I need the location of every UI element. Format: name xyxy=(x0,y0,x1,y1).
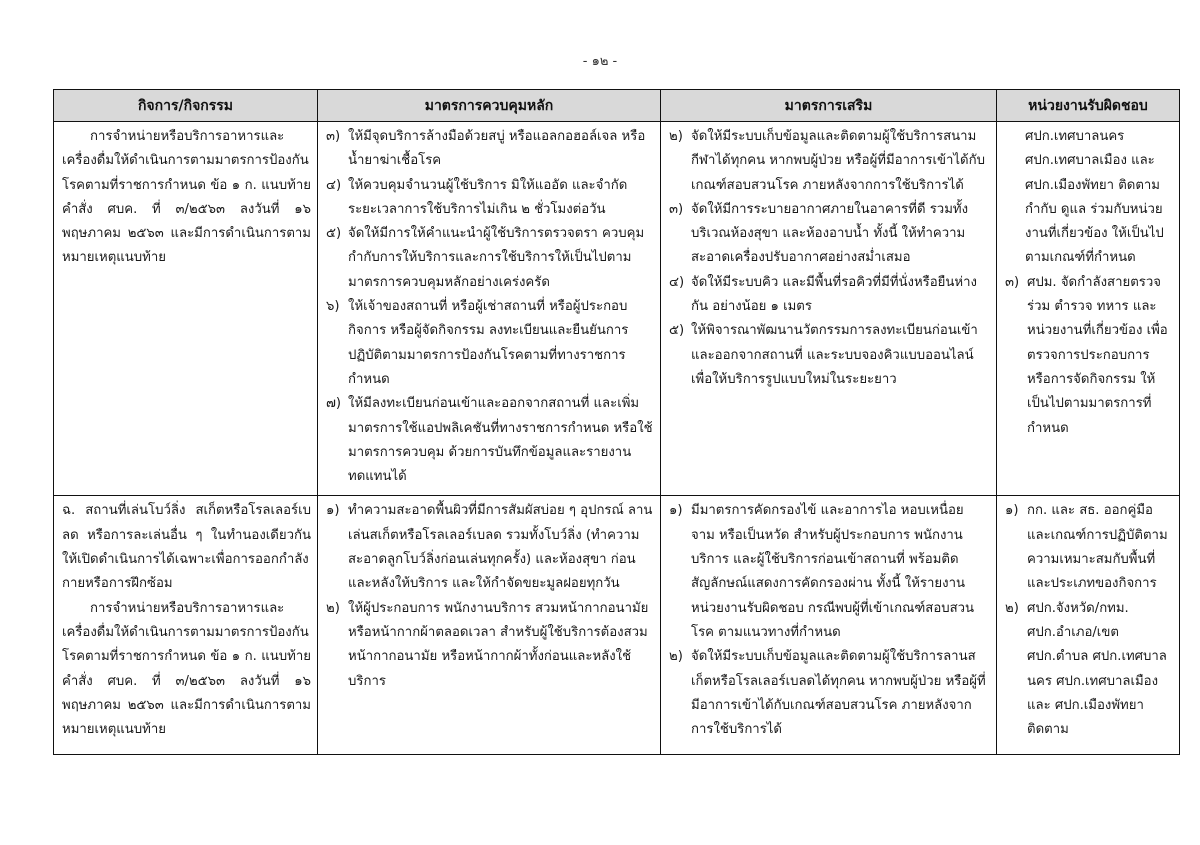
item-number: ๗) xyxy=(326,396,342,412)
measure-item xyxy=(326,597,654,694)
item-number: ๖) xyxy=(326,299,340,315)
item-number: ๓) xyxy=(669,201,684,217)
item-text: ให้มีลงทะเบียนก่อนเข้าและออกจากสถานที่ และเพิ่มมาตรการใช้แอปพลิเคชันที่ทางราชการกำหนด หรือใช้มาตรการควบคุม ด้วยการบันทึกข้อมูลและรายงานทดแทนได้ xyxy=(348,396,653,485)
item-text: ให้พิจารณาพัฒนานวัตกรรมการลงทะเบียนก่อนเข้าและออกจากสถานที่ และระบบจองคิวแบบออนไลน์ เพื่อให้บริการรูปแบบใหม่ในระยะยาว xyxy=(691,323,978,387)
activity-paragraph: การจำหน่ายหรือบริการอาหารและเครื่องดื่มให้ดำเนินการตามมาตรการป้องกันโรคตามที่ราชการกำหนด ข้อ ๑ ก. แนบท้ายคำสั่ง ศบค. ที่ ๓/๒๕๖๓ ลงวันที่ ๑๖ พฤษภาคม ๒๕๖๓ และมีการดำเนินการตามหมายเหตุแนบท้าย xyxy=(62,600,311,738)
item-text: ศปก.จังหวัด/กทม. ศปก.อำเภอ/เขต ศปก.ตำบล ศปก.เทศบาลนคร ศปก.เทศบาลเมือง และ ศปก.เมืองพัทยา ติดตาม xyxy=(1027,600,1167,738)
item-text: จัดให้มีระบบเก็บข้อมูลและติดตามผู้ใช้บริการสนามกีฬาได้ทุกคน หากพบผู้ป่วย หรือผู้ที่มีอาการเข้าได้กับเกณฑ์สอบสวนโรค ภายหลังจากการใช้บริการได้ xyxy=(691,129,985,193)
additional-measures-cell xyxy=(661,496,997,755)
activity-cell xyxy=(54,122,318,496)
item-text: ทำความสะอาดพื้นผิวที่มีการสัมผัสบ่อย ๆ อุปกรณ์ ลานเล่นสเก็ตหรือโรลเลอร์เบลด รวมทั้งโบว์ลิ่ง (ทำความสะอาดลูกโบว์ลิ่งก่อนเล่นทุกครั้ง) และห้องสุขา ก่อนและหลังให้บริการ และให้กำจัดขยะมูลฝอยทุกวัน xyxy=(348,503,653,592)
main-measures-cell xyxy=(318,496,661,755)
item-number: ๓) xyxy=(1005,274,1020,290)
item-number: ๑) xyxy=(326,503,340,519)
table-row xyxy=(54,122,1180,496)
header-activity: กิจการ/กิจกรรม xyxy=(54,90,318,122)
additional-measures-cell xyxy=(661,122,997,496)
measure-item xyxy=(669,198,990,271)
item-text: ศปม. จัดกำลังสายตรวจร่วม ตำรวจ ทหาร และหน่วยงานที่เกี่ยวข้อง เพื่อตรวจการประกอบการหรือการจัดกิจกรรม ให้เป็นไปตามมาตรการที่กำหนด xyxy=(1027,274,1168,436)
responsible-cell xyxy=(997,496,1180,755)
activity-paragraph: การจำหน่ายหรือบริการอาหารและเครื่องดื่มให้ดำเนินการตามมาตรการป้องกันโรคตามที่ราชการกำหนด ข้อ ๑ ก. แนบท้ายคำสั่ง ศบค. ที่ ๓/๒๕๖๓ ลงวันที่ ๑๖ พฤษภาคม ๒๕๖๓ และมีการดำเนินการตามหมายเหตุแนบท้าย xyxy=(62,129,311,266)
item-text: จัดให้มีการระบายอากาศภายในอาคารที่ดี รวมทั้งบริเวณห้องสุขา และห้องอาบน้ำ ทั้งนี้ ให้ทำความสะอาดเครื่องปรับอากาศอย่างสม่ำเสมอ xyxy=(691,201,969,266)
responsible-item xyxy=(1005,597,1173,743)
item-number: ๓) xyxy=(326,129,341,144)
measure-item xyxy=(326,222,654,295)
item-number: ๒) xyxy=(669,129,683,144)
item-text: มีมาตรการคัดกรองไข้ และอาการไอ หอบเหนื่อย จาม หรือเป็นหวัด สำหรับผู้ประกอบการ พนักงานบริการ และผู้ใช้บริการก่อนเข้าสถานที่ พร้อมติดสัญลักษณ์แสดงการคัดกรองผ่าน ทั้งนี้ ให้รายงานหน่วยงานรับผิดชอบ กรณีพบผู้ที่เข้าเกณฑ์สอบสวนโรค ตามแนวทางที่กำหนด xyxy=(691,503,975,640)
header-responsible: หน่วยงานรับผิดชอบ xyxy=(997,90,1180,122)
item-number: ๔) xyxy=(669,274,685,290)
header-main-measures: มาตรการควบคุมหลัก xyxy=(318,90,661,122)
item-number: ๑) xyxy=(1005,503,1019,519)
item-text: ให้ผู้ประกอบการ พนักงานบริการ สวมหน้ากากอนามัย หรือหน้ากากผ้าตลอดเวลา สำหรับผู้ใช้บริการต้องสวมหน้ากากอนามัย หรือหน้ากากผ้าทั้งก่อนและหลังใช้บริการ xyxy=(348,600,649,689)
item-number: ๑) xyxy=(669,503,683,519)
item-number: ๒) xyxy=(1005,600,1019,616)
item-text: กก. และ สธ. ออกคู่มือและเกณฑ์การปฏิบัติตามความเหมาะสมกับพื้นที่และประเภทของกิจการ xyxy=(1027,503,1168,592)
item-text: ให้เจ้าของสถานที่ หรือผู้เช่าสถานที่ หรือผู้ประกอบกิจการ หรือผู้จัดกิจกรรม ลงทะเบียนและยืนยันการปฏิบัติตามมาตรการป้องกันโรคตามที่ทางราชการกำหนด xyxy=(348,299,629,387)
activity-heading: ฉ. สถานที่เล่นโบว์ลิ่ง สเก็ตหรือโรลเลอร์เบลด หรือการละเล่นอื่น ๆ ในทำนองเดียวกัน ให้เปิดดำเนินการได้เฉพาะเพื่อการออกกำลังกายหรือการฝึกซ้อม xyxy=(62,503,311,592)
item-number: ๕) xyxy=(326,226,342,242)
measure-item xyxy=(326,295,654,392)
measure-item xyxy=(669,125,990,198)
table-header-row xyxy=(54,90,1180,122)
measure-item xyxy=(669,271,990,320)
item-number: ๕) xyxy=(669,323,685,339)
item-number: ๒) xyxy=(669,649,683,665)
responsible-continuation: ศปก.เทศบาลนคร ศปก.เทศบาลเมือง และ ศปก.เมืองพัทยา ติดตาม กำกับ ดูแล ร่วมกับหน่วยงานที่เกี่ยวข้อง ให้เป็นไปตามเกณฑ์ที่กำหนด xyxy=(1025,129,1164,266)
header-additional-measures: มาตรการเสริม xyxy=(661,90,997,122)
responsible-item xyxy=(1005,271,1173,441)
measure-item xyxy=(669,499,990,645)
item-text: จัดให้มีระบบคิว และมีพื้นที่รอคิวที่มีที่นั่งหรือยืนห่างกัน อย่างน้อย ๑ เมตร xyxy=(691,274,977,315)
measure-item xyxy=(326,499,654,596)
item-number: ๔) xyxy=(326,177,342,193)
item-text: ให้มีจุดบริการล้างมือด้วยสบู่ หรือแอลกอฮอล์เจล หรือน้ำยาฆ่าเชื้อโรค xyxy=(348,129,646,169)
main-measures-cell xyxy=(318,122,661,496)
item-number: ๒) xyxy=(326,600,340,616)
responsible-item xyxy=(1005,499,1173,596)
measure-item xyxy=(669,645,990,742)
activity-cell xyxy=(54,496,318,755)
responsible-cell xyxy=(997,122,1180,496)
page-number: - ๑๒ - xyxy=(582,54,618,69)
measure-item xyxy=(669,319,990,392)
measure-item xyxy=(326,125,654,174)
measure-item xyxy=(326,392,654,489)
item-text: จัดให้มีการให้คำแนะนำผู้ใช้บริการตรวจตรา ควบคุม กำกับการให้บริการและการใช้บริการให้เป็นไปตามมาตรการควบคุมหลักอย่างเคร่งครัด xyxy=(348,226,645,290)
table-row xyxy=(54,496,1180,755)
item-text: จัดให้มีระบบเก็บข้อมูลและติดตามผู้ใช้บริการลานสเก็ตหรือโรลเลอร์เบลดได้ทุกคน หากพบผู้ป่วย หรือผู้ที่มีอาการเข้าได้กับเกณฑ์สอบสวนโรค ภายหลังจากการใช้บริการได้ xyxy=(691,649,986,738)
measures-table xyxy=(53,89,1180,755)
item-text: ให้ควบคุมจำนวนผู้ใช้บริการ มิให้แออัด และจำกัดระยะเวลาการใช้บริการไม่เกิน ๒ ชั่วโมงต่อวัน xyxy=(348,177,628,217)
measure-item xyxy=(326,174,654,223)
